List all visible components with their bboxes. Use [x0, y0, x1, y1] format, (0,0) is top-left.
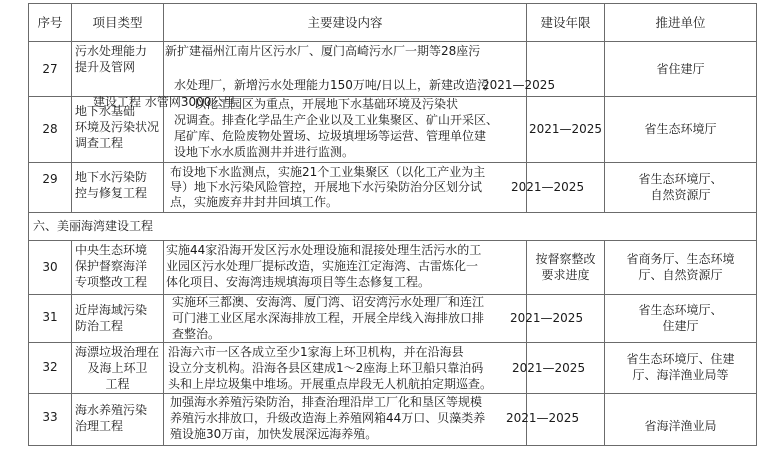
- row-type-line: 及海上环卫: [87, 361, 148, 375]
- row-content-line: 建设工程 水管网3000公里: [93, 95, 236, 109]
- row-unit-line: 省海洋渔业局: [644, 419, 717, 433]
- row-type-line: 防治工程: [75, 319, 124, 333]
- rule: [71, 3, 72, 212]
- row-unit-line: 厅、自然资源厅: [638, 268, 723, 282]
- row-number: 33: [42, 410, 58, 424]
- row-type-line: 专项整改工程: [75, 275, 148, 289]
- row-type-line: 治理工程: [75, 419, 124, 433]
- row-type-line: 工程: [105, 377, 130, 391]
- rule: [28, 240, 757, 241]
- row-type-line: 地下水基础: [75, 104, 136, 118]
- row-content-line: 尾矿库、危险废物处置场、垃圾填埋场等运营、管理单位建: [174, 129, 487, 143]
- rule: [28, 3, 757, 4]
- row-content-line: 设立分支机构。沿海各县区建成1～2座海上环卫船只靠泊码: [168, 361, 484, 375]
- row-content-line: 头和上岸垃圾集中堆场。开展重点岸段无人机航拍定期巡查。: [168, 377, 493, 391]
- header-unit: 推进单位: [655, 15, 706, 30]
- row-number: 28: [42, 122, 58, 136]
- rule: [28, 162, 757, 163]
- row-content-line: 点，实施废弃井封井回填工作。: [170, 195, 339, 209]
- row-content-line: 体化项目、安海湾违规填海项目等生态修复工程。: [166, 275, 431, 289]
- row-content-line: 业园区污水处理厂提标改造，实施连江定海湾、古雷炼化一: [166, 259, 479, 273]
- row-number: 31: [42, 310, 58, 324]
- row-years-line: 按督察整改: [535, 252, 596, 266]
- row-years: 2021—2025: [511, 180, 585, 194]
- row-content-line: 导）地下水污染风险管控，开展地下水污染防治分区划分试: [170, 180, 483, 194]
- row-type-line: 海漂垃圾治理在: [75, 345, 160, 359]
- row-years: 2021—2025: [506, 411, 580, 425]
- header-seq: 序号: [37, 15, 63, 30]
- row-content-line: 养殖污水排放口，升级改造海上养殖网箱44万口、贝藻类养: [170, 411, 486, 425]
- rule: [71, 240, 72, 446]
- row-type-line: 调查工程: [75, 136, 124, 150]
- header-content: 主要建设内容: [307, 15, 383, 30]
- row-type-line: 污水处理能力: [75, 44, 148, 58]
- row-unit-line: 自然资源厅: [650, 188, 711, 202]
- rule: [28, 393, 757, 394]
- rule: [756, 3, 757, 446]
- rule: [163, 240, 164, 446]
- row-type-line: 地下水污染防: [75, 170, 148, 184]
- row-type-line: 环境及污染状况: [75, 120, 160, 134]
- row-years-line: 要求进度: [541, 268, 590, 282]
- row-type-line: 近岸海域污染: [75, 303, 148, 317]
- row-content-line: 可门港工业区尾水深海排放工程，开展全岸线入海排放口排: [172, 311, 485, 325]
- row-number: 27: [42, 62, 58, 76]
- row-content-line: 况调查。排查化学品生产企业以及工业集聚区、矿山开采区、: [174, 113, 499, 127]
- row-number: 32: [42, 360, 58, 374]
- row-unit-line: 住建厅: [662, 319, 699, 333]
- row-content-line: 以化工园区为重点，开展地下水基础环境及污染状: [194, 97, 459, 111]
- row-unit-line: 厅、海洋渔业局等: [632, 368, 729, 382]
- row-unit-line: 省生态环境厅、: [638, 303, 723, 317]
- row-type-line: 中央生态环境: [75, 243, 148, 257]
- rule: [28, 342, 757, 343]
- header-years: 建设年限: [540, 15, 591, 30]
- row-unit-line: 省生态环境厅、: [638, 172, 723, 186]
- row-content-line: 实施环三都澳、安海湾、厦门湾、诏安湾污水处理厂和连江: [172, 295, 485, 309]
- row-years: 2021—2025: [528, 122, 603, 136]
- row-content-line: 设地下水水质监测井并进行监测。: [174, 145, 355, 159]
- row-type-line: 提升及管网: [75, 60, 136, 74]
- row-type-line: 控与修复工程: [75, 186, 148, 200]
- row-content-line: 新扩建福州江南片区污水厂、厦门高崎污水厂一期等28座污: [165, 44, 481, 58]
- row-years: 2021—2025: [482, 78, 556, 92]
- row-content-line: 沿海六市一区各成立至少1家海上环卫机构，并在沿海县: [168, 345, 464, 359]
- header-type: 项目类型: [92, 15, 143, 30]
- rule: [28, 41, 757, 42]
- row-content-line: 殖设施30万亩，加快发展深远海养殖。: [170, 427, 378, 441]
- row-type-line: 海水养殖污染: [75, 403, 148, 417]
- row-content-line: 水处理厂，新增污水处理能力150万吨/日以上，新建改造污: [174, 78, 489, 92]
- rule: [28, 212, 757, 213]
- row-years: 2021—2025: [510, 311, 584, 325]
- section-title: 六、美丽海湾建设工程: [33, 219, 154, 233]
- row-unit-line: 省生态环境厅: [644, 122, 717, 136]
- row-content-line: 查整治。: [172, 327, 221, 341]
- row-content-line: 实施44家沿海开发区污水处理设施和混接处理生活污水的工: [166, 243, 482, 257]
- row-unit-line: 省商务厅、生态环境: [626, 252, 735, 266]
- row-unit-line: 省住建厅: [656, 62, 705, 76]
- row-type-line: 保护督察海洋: [75, 259, 148, 273]
- row-content-line: 布设地下水监测点，实施21个工业集聚区（以化工产业为主: [170, 165, 486, 179]
- row-years: 2021—2025: [512, 361, 586, 375]
- row-number: 29: [42, 172, 58, 186]
- row-number: 30: [42, 260, 58, 274]
- row-unit-line: 省生态环境厅、住建: [626, 352, 735, 366]
- row-content-line: 加强海水养殖污染防治，排查治理沿岸工厂化和垦区等规模: [170, 395, 483, 409]
- rule: [28, 445, 757, 446]
